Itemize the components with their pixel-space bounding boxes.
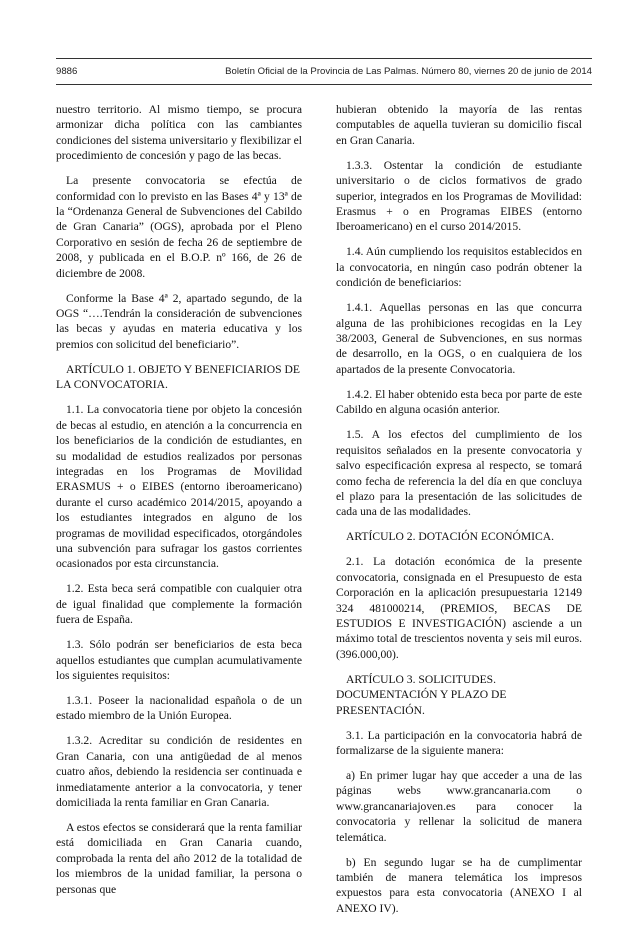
paragraph: 1.2. Esta beca será compatible con cualquier otra de igual finalidad que complemente la formación fuera de España. <box>56 582 302 627</box>
paragraph: 1.3.3. Ostentar la condición de estudiante universitario o de ciclos formativos de grado superior, integrados en los Programas de Movilidad: Erasmus + o en Programas EIBES (entorno Iberoamericano) en el curso 2014/2015. <box>336 158 582 234</box>
right-column <box>336 102 582 926</box>
paragraph: La presente convocatoria se efectúa de conformidad con lo previsto en las Bases 4ª y 13ª de la “Ordenanza General de Subvenciones del Cabildo de Gran Canaria” (OGS), aprobada por el Pleno Corporativo en sesión de fecha 26 de septiembre de 2008, y publicada en el B.O.P. nº 166, de 26 de diciembre de 2008. <box>56 174 302 280</box>
paragraph: 1.5. A los efectos del cumplimiento de los requisitos señalados en la presente convocatoria y salvo especificación expresa al respecto, se tomará como fecha de referencia la del día en que concluya el plazo para la presentación de las solicitudes de cada una de las modalidades. <box>336 428 582 519</box>
paragraph: a) En primer lugar hay que acceder a una de las páginas webs www.grancanaria.com o www.grancanariajoven.es para conocer la convocatoria y rellenar la solicitud de manera telemática. <box>336 768 582 844</box>
paragraph: nuestro territorio. Al mismo tiempo, se procura armonizar dicha política con las cambiantes condiciones del sistema universitario y flexibilizar el procedimiento de concesión y pago de las becas. <box>56 103 302 163</box>
paragraph: Conforme la Base 4ª 2, apartado segundo, de la OGS “….Tendrán la consideración de subvenciones las becas y ayudas en materia educativa y los premios con solicitud del beneficiario”. <box>56 291 302 351</box>
paragraph: b) En segundo lugar se ha de cumplimentar también de manera telemática los impresos expuestos para esta convocatoria (ANEXO I al ANEXO IV). <box>336 855 582 915</box>
paragraph: 1.4.1. Aquellas personas en las que concurra alguna de las prohibiciones recogidas en la Ley 38/2003, General de Subvenciones, en sus normas de desarrollo, en la OGS, o en cualquiera de los apartados de la presente Convocatoria. <box>336 301 582 376</box>
paragraph: 1.3. Sólo podrán ser beneficiarios de esta beca aquellos estudiantes que cumplan acumulativamente los siguientes requisitos: <box>56 638 302 682</box>
paragraph: 1.1. La convocatoria tiene por objeto la concesión de becas al estudio, en atención a la concurrencia en los beneficiarios de la condición de estudiantes, en su modalidad de estudios realizados por personas integradas en los Programas de Movilidad ERASMUS + o EIBES (entorno iberoamericano) durante el curso académico 2014/2015, apoyando a los estudiantes integrados en alguno de los programas de movilidad especificados, otorgándoles una subvención para sufragar los gastos corrientes ocasionados por esta circunstancia. <box>56 403 302 571</box>
left-column <box>56 102 302 907</box>
paragraph: 1.3.1. Poseer la nacionalidad española o de un estado miembro de la Unión Europea. <box>56 693 302 723</box>
article-3-heading: ARTÍCULO 3. SOLICITUDES. DOCUMENTACIÓN Y PLAZO DE PRESENTACIÓN. <box>336 672 507 717</box>
header-bottom-rule <box>56 84 592 85</box>
article-1-heading: ARTÍCULO 1. OBJETO Y BENEFICIARIOS DE LA CONVOCATORIA. <box>56 362 300 392</box>
publication-title: Boletín Oficial de la Provincia de Las Palmas. Número 80, viernes 20 de junio de 2014 <box>225 66 592 77</box>
paragraph: hubieran obtenido la mayoría de las rentas computables de aquella tuvieran su domicilio fiscal en Gran Canaria. <box>336 103 582 147</box>
paragraph: A estos efectos se considerará que la renta familiar está domiciliada en Gran Canaria cuando, comprobada la renta del año 2012 de la totalidad de los miembros de la unidad familiar, la persona o personas que <box>56 821 302 896</box>
paragraph: 1.3.2. Acreditar su condición de residentes en Gran Canaria, con una antigüedad de al menos cuatro años, debiendo la residencia ser continuada e inmediatamente anterior a la convocatoria, y tener domiciliada la renta familiar en Gran Canaria. <box>56 734 302 809</box>
page-number: 9886 <box>56 66 78 77</box>
paragraph: 1.4.2. El haber obtenido esta beca por parte de este Cabildo en alguna ocasión anterior. <box>336 387 582 417</box>
paragraph: 1.4. Aún cumpliendo los requisitos establecidos en la convocatoria, en ningún caso podrán obtener la condición de beneficiarios: <box>336 245 582 290</box>
header-top-rule <box>56 58 592 59</box>
article-2-heading: ARTÍCULO 2. DOTACIÓN ECONÓMICA. <box>346 530 555 544</box>
paragraph: 3.1. La participación en la convocatoria habrá de formalizarse de la siguiente manera: <box>336 728 582 757</box>
paragraph: 2.1. La dotación económica de la presente convocatoria, consignada en el Presupuesto de esta Corporación en la aplicación presupuestaria 12149 324 481000214, (PREMIOS, BECAS DE ESTUDIOS E INVESTIGACIÓN) asciende a un máximo total de trescientos noventa y seis mil euros. (396.000,00). <box>336 555 582 661</box>
